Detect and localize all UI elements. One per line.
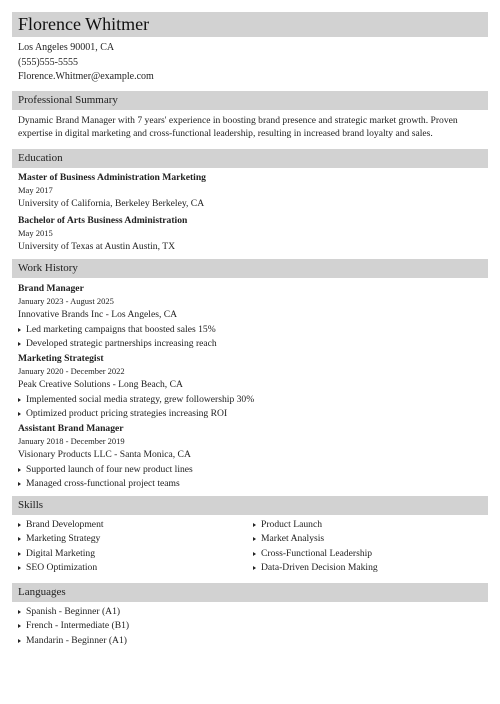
job-bullet: Optimized product pricing strategies increasing ROI [18, 407, 488, 422]
job-bullet: Managed cross-functional project teams [18, 477, 488, 492]
job-dates: January 2018 - December 2019 [18, 435, 125, 446]
education-item [18, 171, 488, 212]
skills-left-column [18, 518, 253, 576]
degree-date: May 2015 [18, 227, 53, 238]
job-item [18, 282, 488, 352]
job-title: Marketing Strategist [18, 352, 104, 364]
job-company: Innovative Brands Inc - Los Angeles, CA [18, 308, 178, 320]
language-list [18, 605, 488, 649]
skills-heading: Skills [12, 496, 488, 515]
job-company: Peak Creative Solutions - Long Beach, CA [18, 378, 183, 390]
skill-item: Marketing Strategy [18, 532, 253, 547]
skills-section [12, 515, 488, 583]
contact-info [12, 37, 488, 85]
job-bullets [18, 463, 488, 492]
contact-email: Florence.Whitmer@example.com [18, 71, 154, 82]
education-item [18, 214, 488, 255]
degree-date: May 2017 [18, 184, 53, 195]
school-name: University of California, Berkeley Berkeley, CA [18, 197, 205, 209]
job-dates: January 2020 - December 2022 [18, 365, 125, 376]
job-dates: January 2023 - August 2025 [18, 295, 114, 306]
skill-item: Product Launch [253, 518, 488, 533]
languages-section [12, 602, 488, 649]
skill-item: SEO Optimization [18, 561, 253, 576]
language-item: Mandarin - Beginner (A1) [18, 634, 488, 649]
contact-address: Los Angeles 90001, CA [18, 42, 115, 53]
candidate-name: Florence Whitmer [18, 14, 150, 34]
job-title: Assistant Brand Manager [18, 422, 124, 434]
degree-title: Bachelor of Arts Business Administration [18, 214, 188, 226]
job-bullet: Developed strategic partnerships increasing reach [18, 337, 488, 352]
work-history-section [12, 278, 488, 496]
language-item: French - Intermediate (B1) [18, 619, 488, 634]
skill-item: Brand Development [18, 518, 253, 533]
job-company: Visionary Products LLC - Santa Monica, CA [18, 448, 191, 460]
skills-right-column [253, 518, 488, 576]
job-bullet: Supported launch of four new product lines [18, 463, 488, 478]
work-history-heading: Work History [12, 259, 488, 278]
degree-title: Master of Business Administration Marketing [18, 171, 206, 183]
summary-text: Dynamic Brand Manager with 7 years' experience in boosting brand presence and strategic market growth. Proven expertise in digital marketing and cross-functional leadership, resulting in increased brand loyalty and sales. [18, 114, 458, 139]
job-bullet: Led marketing campaigns that boosted sales 15% [18, 323, 488, 338]
job-bullets [18, 323, 488, 352]
contact-phone: (555)555-5555 [18, 56, 78, 68]
skill-item: Data-Driven Decision Making [253, 561, 488, 576]
skill-item: Cross-Functional Leadership [253, 547, 488, 562]
education-heading: Education [12, 149, 488, 168]
education-section [12, 168, 488, 259]
job-title: Brand Manager [18, 282, 84, 294]
language-item: Spanish - Beginner (A1) [18, 605, 488, 620]
job-item [18, 352, 488, 422]
school-name: University of Texas at Austin Austin, TX [18, 240, 175, 252]
job-bullets [18, 393, 488, 422]
name-header [12, 12, 488, 37]
summary-heading: Professional Summary [12, 91, 488, 110]
skill-item: Market Analysis [253, 532, 488, 547]
job-bullet: Implemented social media strategy, grew followership 30% [18, 393, 488, 408]
skill-item: Digital Marketing [18, 547, 253, 562]
languages-heading: Languages [12, 583, 488, 602]
job-item [18, 422, 488, 492]
